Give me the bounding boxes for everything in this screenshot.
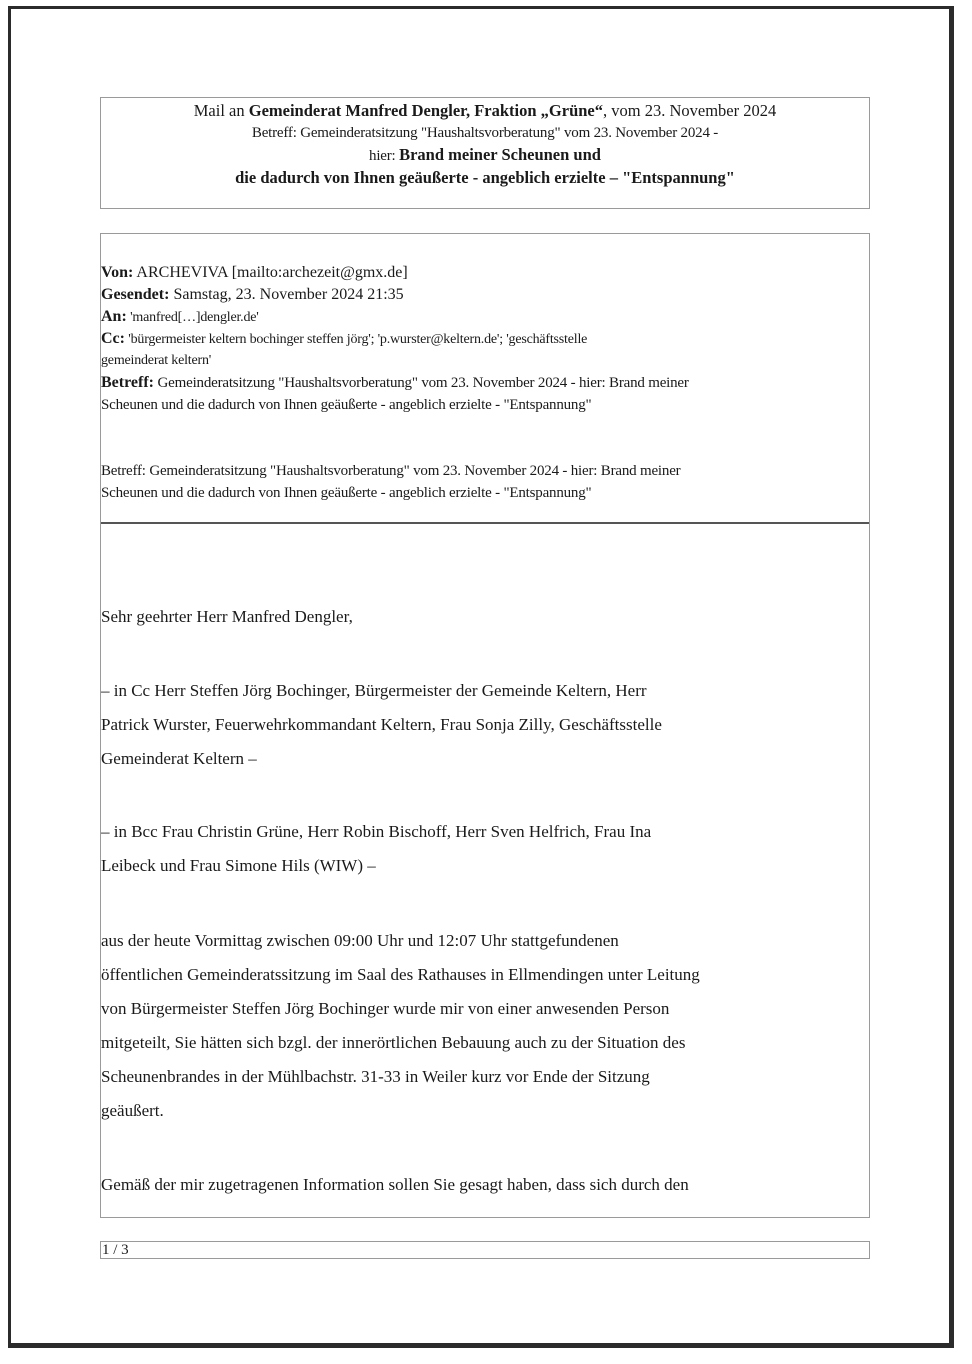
header-divider — [101, 522, 870, 524]
title-line-4 — [101, 167, 869, 189]
subject-repeat — [101, 460, 870, 504]
to-value: 'manfred[…]dengler.de' — [126, 310, 259, 325]
sent-value: Samstag, 23. November 2024 21:35 — [169, 286, 404, 303]
cc-paragraph — [101, 674, 870, 776]
cc-paragraph-line: – in Cc Herr Steffen Jörg Bochinger, Bürgermeister der Gemeinde Keltern, Herr — [101, 681, 647, 700]
email-header — [101, 262, 870, 416]
email-cc-cont: gemeinderat keltern' — [101, 353, 212, 368]
paragraph-1 — [101, 924, 870, 1128]
sent-label: Gesendet: — [101, 286, 170, 303]
paragraph-line: Gemäß der mir zugetragenen Information sollen Sie gesagt haben, dass sich durch den — [101, 1175, 689, 1194]
subject-repeat-line-1: Betreff: Gemeinderatsitzung "Haushaltsvorberatung" vom 23. November 2024 - hier: Brand meiner — [101, 463, 681, 479]
page-indicator: 1 / 3 — [102, 1242, 129, 1258]
subject-value: Gemeinderatsitzung "Haushaltsvorberatung" vom 23. November 2024 - hier: Brand meiner — [154, 375, 689, 391]
bcc-paragraph-line: – in Bcc Frau Christin Grüne, Herr Robin Bischoff, Herr Sven Helfrich, Frau Ina — [101, 822, 652, 841]
salutation: Sehr geehrter Herr Manfred Dengler, — [101, 607, 353, 626]
from-label: Von: — [101, 264, 134, 281]
page-footer — [100, 1241, 870, 1259]
cc-label: Cc: — [101, 330, 125, 347]
from-value: ARCHEVIVA [mailto:archezeit@gmx.de] — [133, 264, 408, 281]
paragraph-line: aus der heute Vormittag zwischen 09:00 Uhr und 12:07 Uhr stattgefundenen — [101, 931, 619, 950]
title-subject-bold: Brand meiner Scheunen und — [399, 145, 601, 164]
title-date: , vom 23. November 2024 — [603, 101, 777, 120]
email-sent — [101, 284, 870, 306]
bcc-paragraph — [101, 815, 870, 883]
title-hier: hier: — [369, 148, 400, 164]
paragraph-line: geäußert. — [101, 1101, 164, 1120]
paragraph-line: Scheunenbrandes in der Mühlbachstr. 31-33 in Weiler kurz vor Ende der Sitzung — [101, 1067, 650, 1086]
cc-value: 'bürgermeister keltern bochinger steffen jörg'; 'p.wurster@keltern.de'; 'geschäftsstelle — [124, 332, 588, 347]
paragraph-line: öffentlichen Gemeinderatssitzung im Saal des Rathauses in Ellmendingen unter Leitung — [101, 965, 700, 984]
subject-repeat-line-2: Scheunen und die dadurch von Ihnen geäußerte - angeblich erzielte - "Entspannung" — [101, 485, 592, 501]
document-content-box — [100, 233, 870, 1218]
cc-paragraph-line: Patrick Wurster, Feuerwehrkommandant Keltern, Frau Sonja Zilly, Geschäftsstelle — [101, 715, 662, 734]
email-from — [101, 262, 870, 284]
paragraph-line: mitgeteilt, Sie hätten sich bzgl. der innerörtlichen Bebauung auch zu der Situation des — [101, 1033, 686, 1052]
title-line-2: Betreff: Gemeinderatsitzung "Haushaltsvorberatung" vom 23. November 2024 - — [251, 125, 719, 141]
email-to — [101, 306, 870, 328]
email-subject — [101, 372, 870, 394]
bcc-paragraph-line: Leibeck und Frau Simone Hils (WIW) – — [101, 856, 376, 875]
title-prefix: Mail an — [193, 101, 249, 120]
to-label: An: — [101, 308, 127, 325]
title-line-1 — [101, 100, 869, 122]
title-subject-bold-2: die dadurch von Ihnen geäußerte - angeblich erzielte – "Entspannung" — [235, 168, 735, 187]
title-recipient: Gemeinderat Manfred Dengler, Fraktion „Grüne“ — [248, 101, 604, 120]
title-line-3 — [101, 144, 869, 167]
document-title-box — [100, 97, 870, 209]
paragraph-2 — [101, 1168, 870, 1202]
email-cc — [101, 328, 870, 350]
cc-paragraph-line: Gemeinderat Keltern – — [101, 749, 257, 768]
email-subject-cont: Scheunen und die dadurch von Ihnen geäußerte - angeblich erzielte - "Entspannung" — [101, 397, 592, 413]
paragraph-line: von Bürgermeister Steffen Jörg Bochinger wurde mir von einer anwesenden Person — [101, 999, 670, 1018]
subject-label: Betreff: — [101, 374, 154, 391]
